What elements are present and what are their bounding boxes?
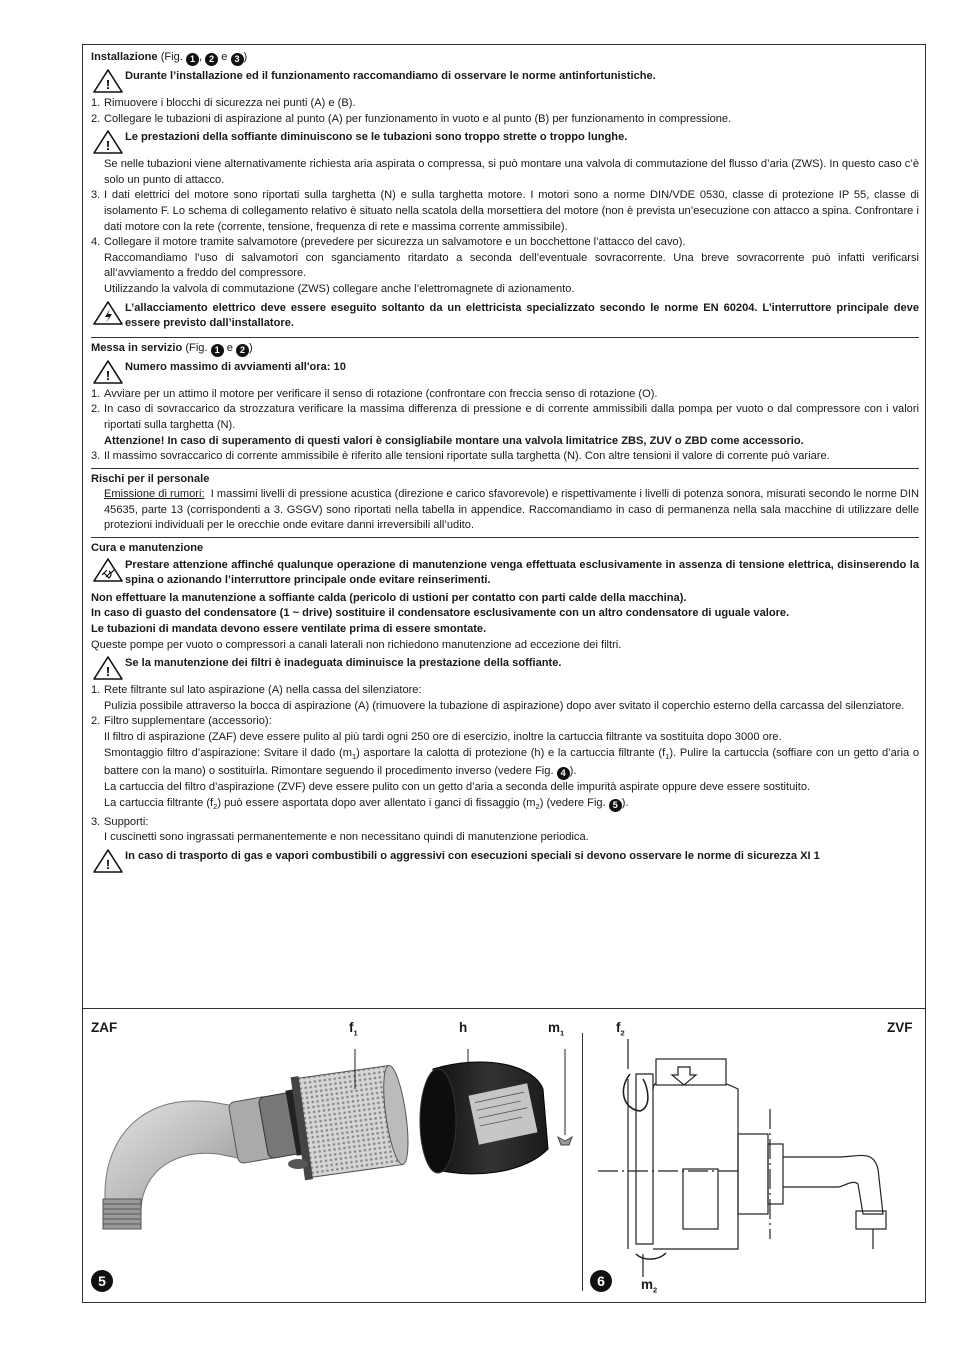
figure-label-zaf: ZAF	[91, 1020, 118, 1035]
fig-number: 1	[211, 344, 224, 357]
paragraph: Se nelle tubazioni viene alternativamente richiesta aria aspirata o compressa, si può montare una valvola di commutazione del flusso d’aria (ZWS). In questo caso c’è solo un punto di attacco.	[104, 158, 919, 186]
list-item: 3. Il massimo sovraccarico di corrente ammissibile è riferito alle tensioni riportate sulla targhetta (N). Con altre tensioni il valore di corrente può variare.	[91, 450, 830, 463]
list-item: 1. Rete filtrante sul lato aspirazione (A) nella cassa del silenziatore:	[91, 684, 422, 697]
fig-number: 2	[205, 53, 218, 66]
warning-block: ! Durante l’installazione ed il funzionamento raccomandiamo di osservare le norme antinfortunistiche.	[91, 68, 919, 94]
label-m2: $m_2$	[641, 1277, 658, 1295]
fig-number: 5	[609, 799, 622, 812]
list-item: 2. Collegare le tubazioni di aspirazione al punto (A) per funzionamento in vuoto e al punto (B) per funzionamento in compressione.	[91, 112, 732, 125]
paragraph: La cartuccia filtrante $(f_2)$ può essere asportata dopo aver allentato i ganci di fissaggio $(m_2)$ (vedere Fig. 5 ).	[104, 797, 629, 812]
section-rischi	[91, 472, 919, 538]
paragraph: La cartuccia del filtro d’aspirazione (ZVF) deve essere pulito con un getto d’aria a seconda delle impurità aspirate oppure deve essere sostituito.	[104, 781, 811, 794]
section-title: Installazione (Fig. 1 , 2 e 3 )	[91, 51, 248, 64]
paragraph: I cuscinetti sono ingrassati permanentemente e non necessitano quindi di manutenzione periodica.	[104, 831, 589, 844]
list-item: 3. Supporti:	[91, 815, 149, 828]
list-item: 1. Rimuovere i blocchi di sicurezza nei punti (A) e (B).	[91, 97, 356, 109]
section-messa-in-servizio	[91, 341, 919, 469]
paragraph: Emissione di rumori: I massimi livelli di pressione acustica (direzione e carico sfavorevole) e rispettivamente i livelli di potenza sonora, misurati secondo le norme DIN 45635, parte 13 (corrispondenti a 3. GSGV) sono riportati nella tabella in appendice. Raccomandiamo in caso di permanenza nella sala macchine di utilizzare delle protezioni individuali per le orecchie onde evitare danni irreversibili all’udito.	[104, 488, 919, 532]
fig-number: 3	[231, 53, 244, 66]
warning-block: ! Le prestazioni della soffiante diminuiscono se le tubazioni sono troppo strette o troppo lunghe.	[91, 129, 919, 155]
zaf-filter-illustration	[93, 1049, 583, 1269]
list-item: 4. Collegare il motore tramite salvamotore (prevedere per sicurezza un salvamotore e un bocchettone l’attacco del cavo).	[91, 236, 686, 249]
paragraph: Smontaggio filtro d’aspirazione: Svitare il dado $(m_1)$ asportare la calotta di protezione (h) e la cartuccia filtrante $(f_1)$. Pulire la cartuccia (soffiare con un getto d’aria o battere con la mano) o sostituirla. Rimontare seguendo il procedimento inverso (vedere Fig. 4 ).	[104, 746, 920, 779]
svg-text:!: !	[105, 77, 111, 92]
section-title: Rischi per il personale	[91, 472, 210, 485]
manual-text	[91, 50, 919, 876]
label-m1: $m_1$	[548, 1020, 565, 1038]
plug-hazard-icon	[91, 557, 125, 583]
warning-block: L’allacciamento elettrico deve essere eseguito soltanto da un elettricista specializzato secondo le norme EN 60204. L’interruttore principale deve essere previsto dall’installatore.	[91, 300, 919, 332]
section-installazione	[91, 50, 919, 338]
warning-block: ! Se la manutenzione dei filtri è inadeguata diminuisce la prestazione della soffiante.	[91, 655, 919, 681]
warning-block: ! Numero massimo di avviamenti all'ora: 10	[91, 359, 919, 385]
label-f2: $f_2$	[616, 1020, 625, 1038]
warning-icon	[91, 848, 125, 874]
warning-icon	[91, 359, 125, 385]
paragraph: Utilizzando la valvola di commutazione (ZWS) collegare anche l’elettromagnete di azionamento.	[104, 282, 575, 295]
paragraph: Non effettuare la manutenzione a soffiante calda (pericolo di ustioni per contatto con parti calde della macchina).	[91, 591, 687, 604]
zvf-filter-illustration	[588, 1039, 918, 1279]
paragraph: In caso di guasto del condensatore (1 ~ drive) sostituire il condensatore esclusivamente con un altro condensatore di uguale valore.	[91, 607, 790, 620]
paragraph: Raccomandiamo l’uso di salvamotori con sganciamento ritardato a seconda dell’eventuale sovracorrente. Una breve sovracorrente può infatti verificarsi all’avviamento a freddo del compressore.	[104, 251, 919, 280]
paragraph: Il filtro di aspirazione (ZAF) deve essere pulito al più tardi ogni 250 ore di esercizio, inoltre la cartuccia filtrante va sostituita dopo 3000 ore.	[104, 731, 782, 743]
warning-icon	[91, 129, 125, 155]
electric-hazard-icon	[91, 300, 125, 326]
svg-text:!: !	[105, 857, 111, 872]
label-f1: $f_1$	[349, 1020, 358, 1038]
section-title: Cura e manutenzione	[91, 542, 204, 555]
label-h: h	[459, 1020, 468, 1035]
page-frame	[82, 44, 926, 1303]
paragraph: Le tubazioni di mandata devono essere ventilate prima di essere smontate.	[91, 623, 487, 636]
figure-label-zvf: ZVF	[887, 1020, 913, 1035]
paragraph: Pulizia possibile attraverso la bocca di aspirazione (A) (rimuovere la tubazione di aspirazione) dopo aver svitato il coperchio esterno della carcassa del silenziatore.	[104, 699, 905, 712]
fig-number: 4	[557, 767, 570, 780]
figure-badge-6: 6	[590, 1270, 612, 1292]
section-cura	[91, 541, 919, 874]
warning-icon	[91, 655, 125, 681]
list-item: 2. In caso di sovraccarico da strozzatura verificare la massima differenza di pressione e di corrente ammissibili dalla pompa per vuoto o dal compressore con i valori riportati sulla targhetta (N).	[91, 403, 919, 431]
paragraph: Queste pompe per vuoto o compressori a canali laterali non richiedono manutenzione ad eccezione dei filtri.	[91, 638, 622, 651]
list-item: 3. I dati elettrici del motore sono riportati sulla targhetta (N) e sulla targhetta motore. I motori sono a norme DIN/VDE 0530, classe di protezione IP 55, classe di isolamento F. Lo schema di collegamento relativo è situato nella scatola della morsettiera del motore (non è prevista un’esecuzione con attacco a spina. Confrontare i dati motore con la rete (corrente, tensione, frequenza di rete e massima corrente ammissibile).	[91, 189, 919, 233]
fig-number: 1	[186, 53, 199, 66]
list-item: 2. Filtro supplementare (accessorio):	[91, 715, 272, 728]
section-title: Messa in servizio (Fig. 1 e 2 )	[91, 341, 253, 355]
warning-icon	[91, 68, 125, 94]
paragraph: Attenzione! In caso di superamento di questi valori è consigliabile montare una valvola limitatrice ZBS, ZUV o ZBD come accessorio.	[104, 434, 804, 447]
figures-panel	[83, 1008, 925, 1303]
list-item: 1. Avviare per un attimo il motore per verificare il senso di rotazione (confrontare con freccia senso di rotazione (O).	[91, 387, 658, 400]
svg-text:!: !	[105, 664, 111, 680]
svg-text:!: !	[105, 367, 111, 383]
svg-text:!: !	[105, 138, 111, 154]
warning-block: ! In caso di trasporto di gas e vapori combustibili o aggressivi con esecuzioni speciali si devono osservare le norme di sicurezza XI 1	[91, 848, 919, 874]
fig-number: 2	[236, 344, 249, 357]
figure-badge-5: 5	[91, 1270, 113, 1292]
warning-block: Prestare attenzione affinché qualunque operazione di manutenzione venga effettuata esclusivamente in assenza di tensione elettrica, disinserendo la spina o azionando l’interruttore principale onde evitare reinserimenti.	[91, 557, 919, 589]
